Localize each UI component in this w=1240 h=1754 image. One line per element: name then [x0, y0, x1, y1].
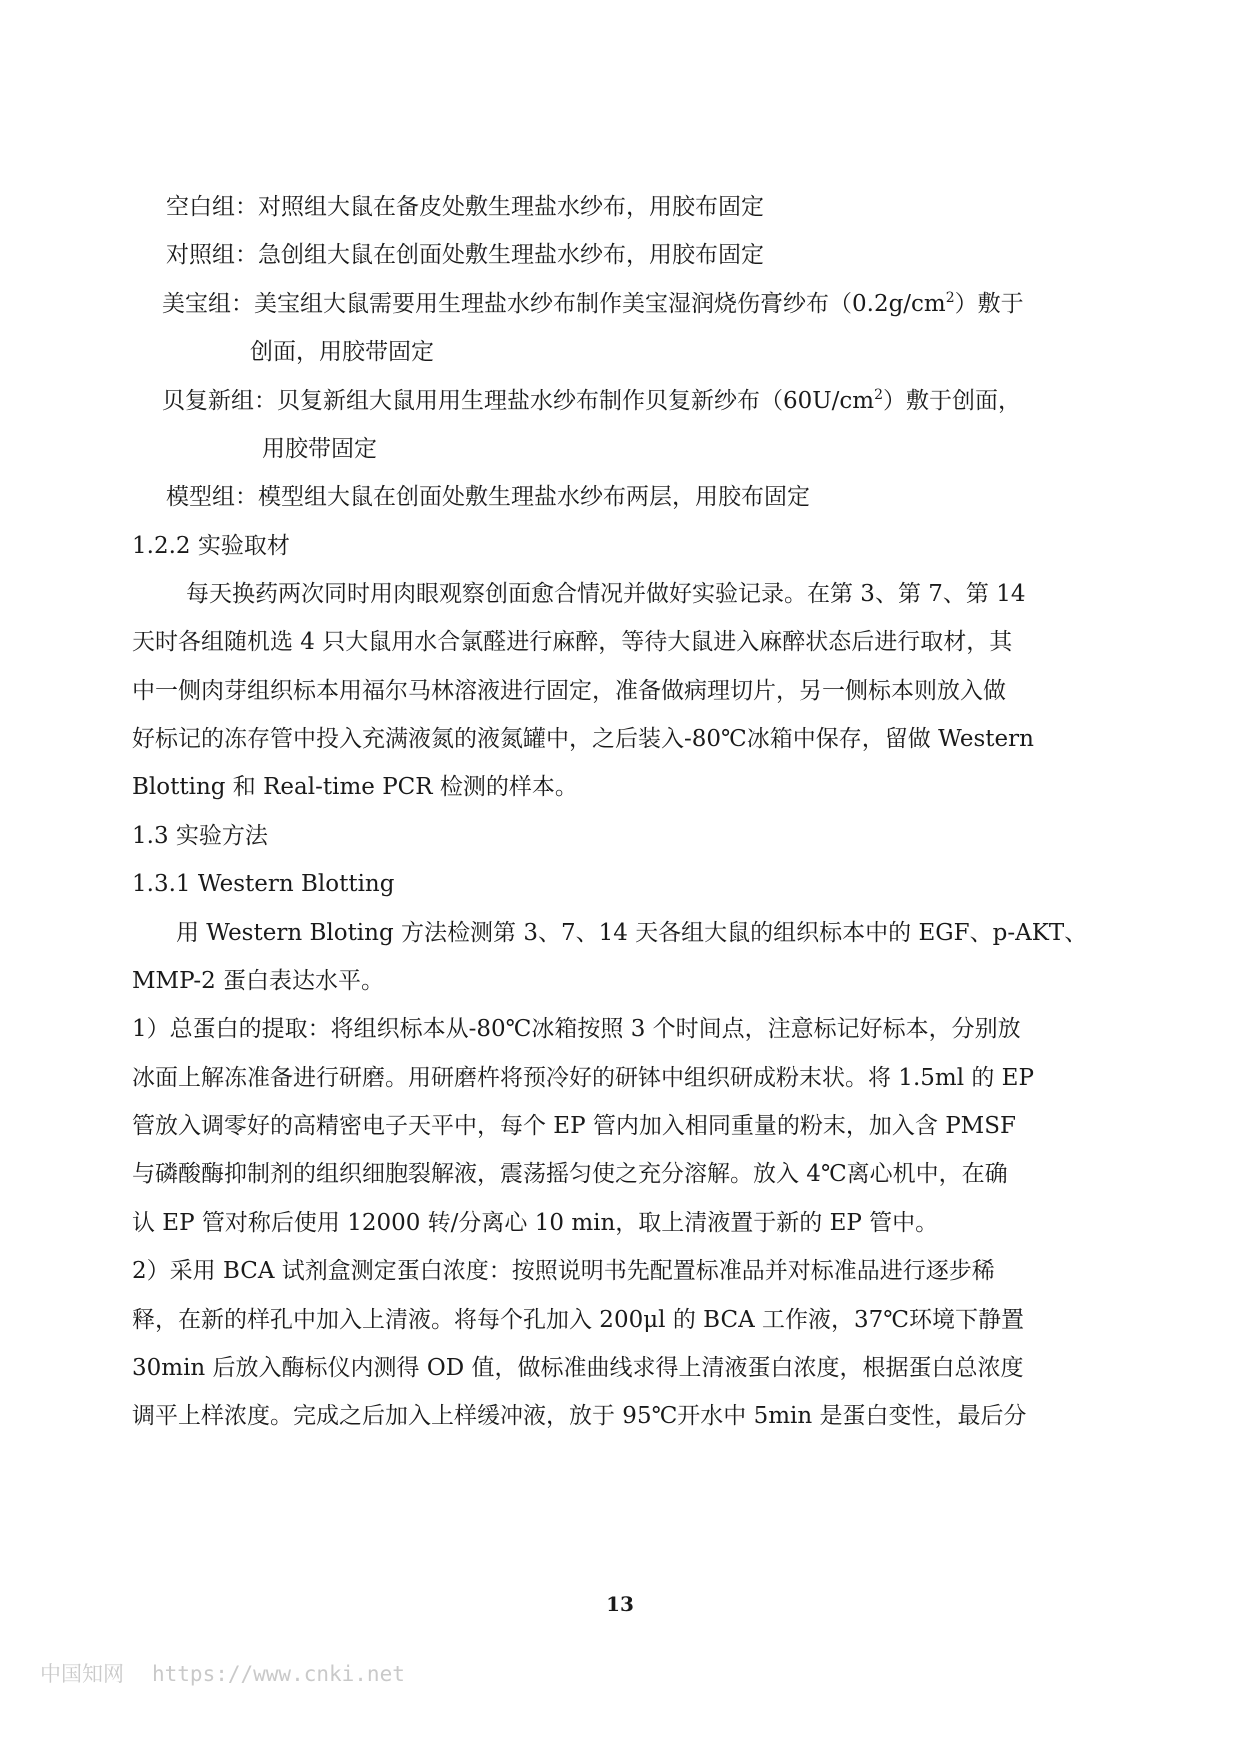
group-model — [166, 481, 810, 513]
group-text: 贝复新组大鼠用用生理盐水纱布制作贝复新纱布（60U/cm — [277, 388, 875, 414]
paragraph-line: 冰面上解冻准备进行研磨。用研磨杵将预冷好的研钵中组织研成粉末状。将 1.5ml 的 EP — [132, 1065, 1034, 1091]
watermark-site-name: 中国知网 — [40, 1662, 124, 1686]
paragraph-line: 30min 后放入酶标仪内测得 OD 值，做标准曲线求得上清液蛋白浓度，根据蛋白总浓度 — [132, 1355, 1024, 1381]
group-text: 美宝组大鼠需要用生理盐水纱布制作美宝湿润烧伤膏纱布（0.2g/cm — [254, 291, 946, 317]
paragraph-line: 每天换药两次同时用肉眼观察创面愈合情况并做好实验记录。在第 3、第 7、第 14 — [186, 581, 1026, 607]
paragraph-line: Blotting 和 Real-time PCR 检测的样本。 — [132, 774, 578, 800]
cnki-watermark — [40, 1658, 405, 1688]
section-heading-1-3-1: 1.3.1 Western Blotting — [132, 871, 395, 897]
paragraph-line: 2）采用 BCA 试剂盒测定蛋白浓度：按照说明书先配置标准品并对标准品进行逐步稀 — [132, 1258, 995, 1284]
group-label: 模型组： — [166, 484, 258, 510]
paragraph-line: 与磷酸酶抑制剂的组织细胞裂解液，震荡摇匀使之充分溶解。放入 4℃离心机中，在确 — [132, 1161, 1008, 1187]
group-blank — [166, 191, 764, 223]
section-heading-1-2-2: 1.2.2 实验取材 — [132, 533, 290, 559]
paragraph-line: 释，在新的样孔中加入上清液。将每个孔加入 200μl 的 BCA 工作液，37℃环境下静置 — [132, 1307, 1024, 1333]
group-label: 对照组： — [166, 242, 258, 268]
paragraph-line: 天时各组随机选 4 只大鼠用水合氯醛进行麻醉，等待大鼠进入麻醉状态后进行取材，其 — [132, 629, 1013, 655]
watermark-url: https://www.cnki.net — [152, 1662, 405, 1686]
paragraph-line: 管放入调零好的高精密电子天平中，每个 EP 管内加入相同重量的粉末，加入含 PMSF — [132, 1113, 1016, 1139]
group-label: 贝复新组： — [162, 388, 277, 414]
group-label: 美宝组： — [162, 291, 254, 317]
group-text: 急创组大鼠在创面处敷生理盐水纱布，用胶布固定 — [258, 242, 764, 268]
superscript: 2 — [874, 387, 884, 403]
superscript: 2 — [945, 290, 955, 306]
paragraph-line: 调平上样浓度。完成之后加入上样缓冲液，放于 95℃开水中 5min 是蛋白变性，最后分 — [132, 1403, 1027, 1429]
paragraph-line: 好标记的冻存管中投入充满液氮的液氮罐中，之后装入-80℃冰箱中保存，留做 Western — [132, 726, 1034, 752]
group-text: 对照组大鼠在备皮处敷生理盐水纱布，用胶布固定 — [258, 194, 764, 220]
paragraph-line: 中一侧肉芽组织标本用福尔马林溶液进行固定，准备做病理切片，另一侧标本则放入做 — [132, 678, 1006, 704]
paragraph-line: 认 EP 管对称后使用 12000 转/分离心 10 min，取上清液置于新的 EP 管中。 — [132, 1210, 939, 1236]
group-text-end: ）敷于 — [954, 291, 1024, 317]
section-heading-1-3: 1.3 实验方法 — [132, 823, 268, 849]
group-beifuxin-cont: 用胶带固定 — [262, 436, 377, 462]
group-meibao — [162, 288, 1024, 320]
paragraph-line: MMP-2 蛋白表达水平。 — [132, 968, 385, 994]
group-beifuxin — [162, 385, 1021, 417]
paragraph-line: 1）总蛋白的提取：将组织标本从-80℃冰箱按照 3 个时间点，注意标记好标本，分别放 — [132, 1016, 1021, 1042]
group-meibao-cont: 创面，用胶带固定 — [250, 339, 434, 365]
group-text-end: ）敷于创面， — [883, 388, 1022, 414]
group-control — [166, 239, 764, 271]
page-number: 13 — [606, 1592, 634, 1616]
group-text: 模型组大鼠在创面处敷生理盐水纱布两层，用胶布固定 — [258, 484, 810, 510]
group-label: 空白组： — [166, 194, 258, 220]
paragraph-line: 用 Western Bloting 方法检测第 3、7、14 天各组大鼠的组织标本中的 EGF、p-AKT、 — [176, 920, 1088, 946]
